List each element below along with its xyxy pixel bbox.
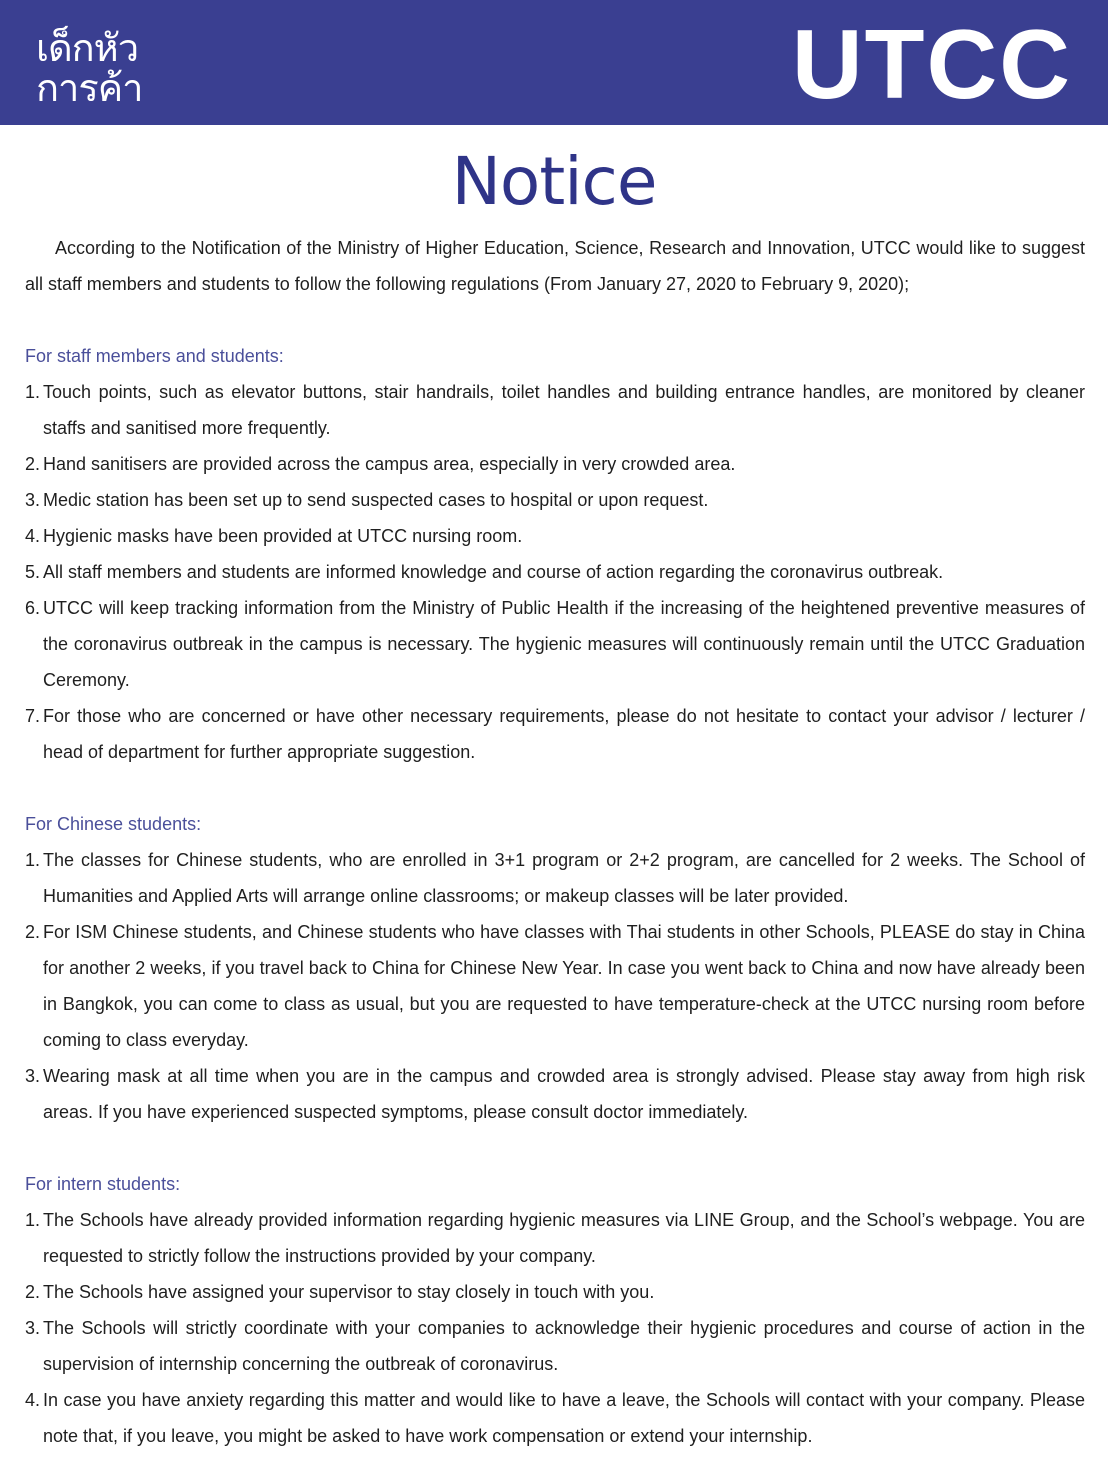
section-heading-intern: For intern students: xyxy=(25,1174,181,1194)
notice-body xyxy=(25,230,1085,1454)
chinese-students-list xyxy=(25,842,1085,1130)
list-item xyxy=(25,482,1085,518)
item-number: 1. xyxy=(25,850,41,870)
item-text: UTCC will keep tracking information from the Ministry of Public Health if the increasing of the heightened preventive measures of the coronavirus outbreak in the campus is necessary. The hygienic measures will continuously remain until the UTCC Graduation Ceremony. xyxy=(43,598,1085,690)
list-item xyxy=(25,914,1085,1058)
item-text: Hygienic masks have been provided at UTCC nursing room. xyxy=(43,526,523,546)
item-number: 3. xyxy=(25,1318,41,1338)
thai-logo xyxy=(36,28,166,112)
list-item xyxy=(25,518,1085,554)
list-item xyxy=(25,842,1085,914)
item-text: Touch points, such as elevator buttons, stair handrails, toilet handles and building entrance handles, are monitored by cleaner staffs and sanitised more frequently. xyxy=(43,382,1085,438)
list-item xyxy=(25,1202,1085,1274)
intern-students-list xyxy=(25,1202,1085,1454)
thai-logo-line-1: เด็กหัว xyxy=(36,26,139,70)
list-item xyxy=(25,374,1085,446)
list-item xyxy=(25,446,1085,482)
list-item xyxy=(25,590,1085,698)
item-number: 1. xyxy=(25,1210,41,1230)
item-number: 5. xyxy=(25,562,41,582)
list-item xyxy=(25,1058,1085,1130)
staff-list xyxy=(25,374,1085,770)
item-number: 3. xyxy=(25,490,41,510)
item-text: The Schools will strictly coordinate with your companies to acknowledge their hygienic procedures and course of action in the supervision of internship concerning the outbreak of coronavirus. xyxy=(43,1318,1085,1374)
header-banner xyxy=(0,0,1108,125)
item-text: The Schools have already provided information regarding hygienic measures via LINE Group, and the School’s webpage. You are requested to strictly follow the instructions provided by your company. xyxy=(43,1210,1085,1266)
item-text: Hand sanitisers are provided across the campus area, especially in very crowded area. xyxy=(43,454,736,474)
item-text: For ISM Chinese students, and Chinese students who have classes with Thai students in other Schools, PLEASE do stay in China for another 2 weeks, if you travel back to China for Chinese New Year. In case you went back to China and now have already been in Bangkok, you can come to class as usual, but you are requested to have temperature-check at the UTCC nursing room before coming to class everyday. xyxy=(43,922,1085,1050)
item-text: Wearing mask at all time when you are in the campus and crowded area is strongly advised. Please stay away from high risk areas. If you have experienced suspected symptoms, please consult doctor immediately. xyxy=(43,1066,1085,1122)
list-item xyxy=(25,698,1085,770)
item-text: The classes for Chinese students, who are enrolled in 3+1 program or 2+2 program, are cancelled for 2 weeks. The School of Humanities and Applied Arts will arrange online classrooms; or makeup classes will be later provided. xyxy=(43,850,1085,906)
item-text: The Schools have assigned your supervisor to stay closely in touch with you. xyxy=(43,1282,655,1302)
section-heading-chinese: For Chinese students: xyxy=(25,814,202,834)
item-number: 6. xyxy=(25,598,41,618)
intro-paragraph: According to the Notification of the Ministry of Higher Education, Science, Research and Innovation, UTCC would like to suggest all staff members and students to follow the following regulations (From January 27, 2020 to February 9, 2020); xyxy=(25,238,1085,294)
list-item xyxy=(25,554,1085,590)
item-number: 4. xyxy=(25,526,41,546)
item-text: All staff members and students are informed knowledge and course of action regarding the coronavirus outbreak. xyxy=(43,562,944,582)
item-number: 7. xyxy=(25,706,41,726)
item-number: 2. xyxy=(25,454,41,474)
page-title: Notice xyxy=(451,143,657,220)
utcc-logo: UTCC xyxy=(791,9,1072,119)
item-number: 4. xyxy=(25,1390,41,1410)
item-text: Medic station has been set up to send suspected cases to hospital or upon request. xyxy=(43,490,709,510)
item-number: 2. xyxy=(25,922,41,942)
item-number: 3. xyxy=(25,1066,41,1086)
item-text: For those who are concerned or have other necessary requirements, please do not hesitate to contact your advisor / lecturer / head of department for further appropriate suggestion. xyxy=(43,706,1085,762)
list-item xyxy=(25,1310,1085,1382)
item-number: 1. xyxy=(25,382,41,402)
item-text: In case you have anxiety regarding this matter and would like to have a leave, the Schools will contact with your company. Please note that, if you leave, you might be asked to have work compensation or extend your internship. xyxy=(43,1390,1085,1446)
thai-logo-line-2: การค้า xyxy=(36,66,143,110)
item-number: 2. xyxy=(25,1282,41,1302)
list-item xyxy=(25,1274,1085,1310)
section-heading-staff: For staff members and students: xyxy=(25,346,284,366)
list-item xyxy=(25,1382,1085,1454)
